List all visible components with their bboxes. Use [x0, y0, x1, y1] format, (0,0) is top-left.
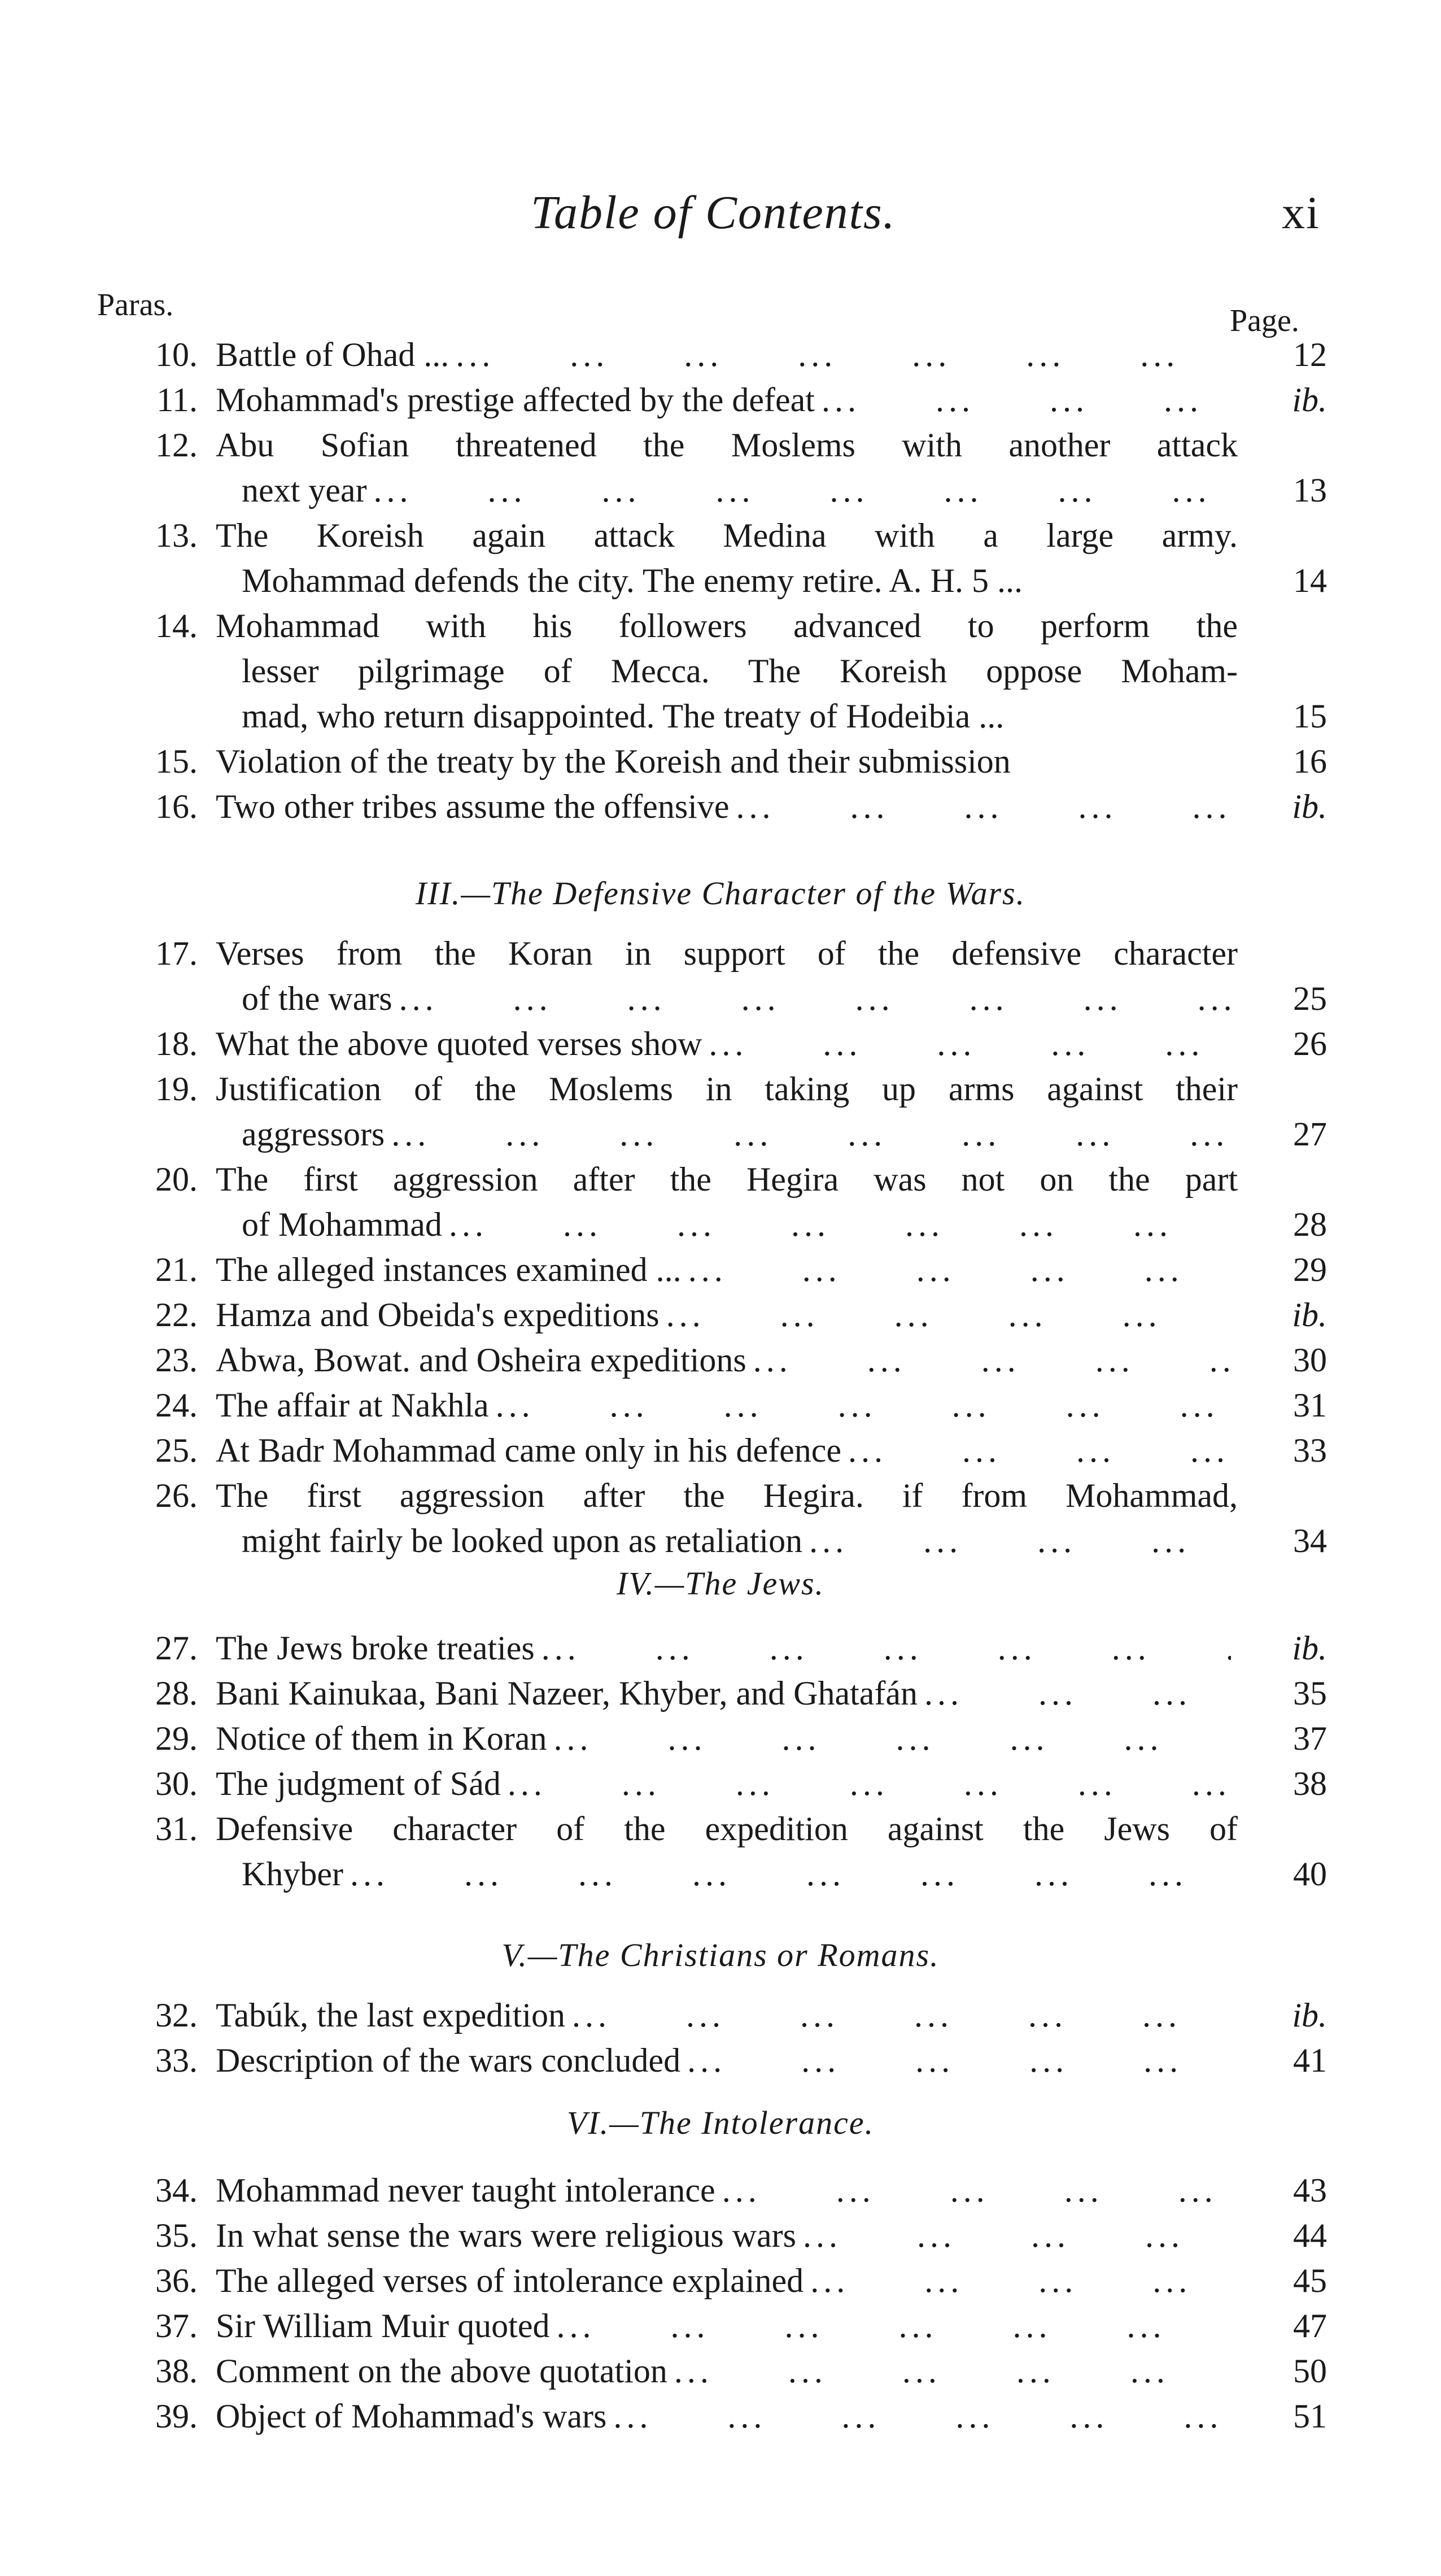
page-ref: ib. [1292, 1296, 1327, 1333]
page-ref: ib. [1292, 1997, 1327, 2034]
page-ref: 14 [1293, 562, 1327, 599]
dot-leader [391, 1112, 1231, 1157]
para-number: 29. [155, 1720, 198, 1757]
para-number: 34. [155, 2172, 198, 2209]
para-number: 36. [155, 2262, 198, 2299]
entry-text: Bani Kainukaa, Bani Nazeer, Khyber, and Ghatafán [216, 1675, 918, 1712]
para-number: 11. [156, 381, 198, 419]
para-number: 31. [155, 1810, 198, 1847]
para-number: 33. [155, 2042, 198, 2079]
dot-leader [542, 1625, 1231, 1671]
page-ref: ib. [1292, 1629, 1327, 1667]
page-ref: 38 [1293, 1765, 1327, 1802]
page-ref: 44 [1293, 2217, 1327, 2254]
entry-text: Comment on the above quotation [216, 2352, 667, 2390]
dot-leader [496, 1383, 1231, 1428]
page-ref: 31 [1293, 1387, 1327, 1424]
dot-leader [674, 2348, 1231, 2394]
page-ref: 12 [1293, 336, 1327, 373]
page-ref: ib. [1292, 381, 1327, 419]
column-headings [0, 287, 1441, 338]
page-ref: 28 [1293, 1206, 1327, 1243]
entry-text: Description of the wars concluded [216, 2042, 681, 2079]
entry-text: The alleged instances examined ... [216, 1251, 682, 1288]
para-number: 24. [155, 1387, 198, 1424]
section-heading: III.—The Defensive Character of the Wars. [415, 875, 1026, 912]
entry-text-continued: of Mohammad [242, 1206, 442, 1243]
page-ref: 15 [1293, 698, 1327, 735]
page-ref: 50 [1293, 2352, 1327, 2390]
para-number: 17. [155, 935, 198, 972]
para-number: 28. [155, 1675, 198, 1712]
para-number: 25. [155, 1432, 198, 1469]
entry-text: The affair at Nakhla [216, 1387, 489, 1424]
para-number: 32. [155, 1997, 198, 2034]
para-number: 37. [155, 2307, 198, 2344]
entry-text: Tabúk, the last expedition [216, 1997, 565, 2034]
paras-column-label: Paras. [97, 287, 174, 322]
para-number: 15. [155, 743, 198, 780]
dot-leader [449, 1202, 1231, 1247]
running-head [0, 180, 1441, 247]
entry-text: Sir William Muir quoted [216, 2307, 550, 2344]
dot-leader [572, 1993, 1231, 2038]
para-number: 35. [155, 2217, 198, 2254]
para-number: 23. [155, 1341, 198, 1379]
dot-leader [456, 332, 1231, 377]
page-ref: 41 [1293, 2042, 1327, 2079]
page-ref: 16 [1293, 743, 1327, 780]
page-ref: 40 [1293, 1855, 1327, 1893]
para-number: 26. [155, 1477, 198, 1514]
entry-text: Mohammad's prestige affected by the defeat [216, 381, 815, 419]
dot-leader [822, 377, 1231, 422]
para-number: 13. [155, 517, 198, 554]
entry-text-continued: mad, who return disappointed. The treaty of Hodeibia ... [242, 698, 1005, 735]
section-heading: V.—The Christians or Romans. [501, 1937, 940, 1973]
entry-text-continued: Mohammad defends the city. The enemy retire. A. H. 5 ... [242, 562, 1023, 599]
para-number: 12. [155, 426, 198, 464]
dot-leader [709, 1021, 1231, 1066]
entry-text: Mohammad never taught intolerance [216, 2172, 715, 2209]
entry-text: Violation of the treaty by the Koreish and their submission [216, 743, 1011, 780]
dot-leader [350, 1851, 1231, 1897]
page-ref: 33 [1293, 1432, 1327, 1469]
entry-text: In what sense the wars were religious wars [216, 2217, 796, 2254]
dot-leader [556, 2303, 1231, 2348]
para-number: 14. [155, 607, 198, 644]
entry-text: Hamza and Obeida's expeditions [216, 1296, 660, 1333]
dot-leader [666, 1292, 1231, 1337]
entry-text: Abwa, Bowat. and Osheira expeditions [216, 1341, 746, 1379]
entry-text-continued: aggressors [242, 1115, 385, 1153]
dot-leader [736, 784, 1231, 829]
para-number: 39. [155, 2398, 198, 2435]
dot-leader [399, 976, 1231, 1021]
dot-leader [848, 1428, 1231, 1473]
page-ref: 13 [1293, 472, 1327, 509]
dot-leader [809, 1518, 1231, 1563]
page-ref: 43 [1293, 2172, 1327, 2209]
dot-leader [924, 1671, 1231, 1716]
para-number: 19. [155, 1070, 198, 1108]
entry-text-continued: lesser pilgrimage of Mecca. The Koreish oppose Moham- [242, 652, 1238, 690]
dot-leader [613, 2394, 1231, 2439]
page-ref: 27 [1293, 1115, 1327, 1153]
dot-leader [374, 468, 1231, 513]
section-heading: VI.—The Intolerance. [566, 2104, 875, 2141]
entry-text: The Jews broke treaties [216, 1629, 535, 1667]
page-ref: 45 [1293, 2262, 1327, 2299]
dot-leader [688, 1247, 1231, 1292]
entry-text: Notice of them in Koran [216, 1720, 547, 1757]
running-title: Table of Contents. [531, 186, 896, 239]
page-column-label: Page. [1230, 303, 1299, 338]
page-numeral: xi [1282, 187, 1320, 238]
dot-leader [508, 1761, 1231, 1806]
entry-text: Battle of Ohad ... [216, 336, 449, 373]
page-ref: 35 [1293, 1675, 1327, 1712]
para-number: 21. [155, 1251, 198, 1288]
page-ref: 25 [1293, 980, 1327, 1017]
para-number: 38. [155, 2352, 198, 2390]
page-ref: 51 [1293, 2398, 1327, 2435]
entry-text: Two other tribes assume the offensive [216, 788, 730, 825]
page-ref: 47 [1293, 2307, 1327, 2344]
dot-leader [753, 1337, 1231, 1383]
entry-text: At Badr Mohammad came only in his defence [216, 1432, 842, 1469]
entry-text-continued: of the wars [242, 980, 392, 1017]
dot-leader [810, 2258, 1231, 2303]
entry-text: Abu Sofian threatened the Moslems with another attack [216, 426, 1238, 464]
page-ref: 26 [1293, 1025, 1327, 1062]
entry-text: The Koreish again attack Medina with a large army. [216, 517, 1238, 554]
dot-leader [803, 2213, 1231, 2258]
entry-text-continued: next year [242, 472, 367, 509]
entry-text-continued: might fairly be looked upon as retaliation [242, 1522, 803, 1559]
entry-text: The first aggression after the Hegira. if from Mohammad, [216, 1477, 1238, 1514]
dot-leader [554, 1716, 1232, 1761]
para-number: 18. [155, 1025, 198, 1062]
entry-text: Verses from the Koran in support of the defensive character [216, 935, 1238, 972]
page-ref: 34 [1293, 1522, 1327, 1559]
page-ref: 29 [1293, 1251, 1327, 1288]
page-ref: 37 [1293, 1720, 1327, 1757]
para-number: 20. [155, 1161, 198, 1198]
entry-text: What the above quoted verses show [216, 1025, 702, 1062]
para-number: 22. [155, 1296, 198, 1333]
dot-leader [722, 2168, 1231, 2213]
para-number: 16. [155, 788, 198, 825]
entry-text: The alleged verses of intolerance explained [216, 2262, 804, 2299]
dot-leader [687, 2038, 1231, 2083]
page-ref: 30 [1293, 1341, 1327, 1379]
page-ref: ib. [1292, 788, 1327, 825]
entry-text: Defensive character of the expedition against the Jews of [216, 1810, 1238, 1847]
para-number: 27. [155, 1629, 198, 1667]
para-number: 10. [155, 336, 198, 373]
entry-text: The judgment of Sád [216, 1765, 501, 1802]
para-number: 30. [155, 1765, 198, 1802]
entry-text: Object of Mohammad's wars [216, 2398, 607, 2435]
entry-text: Mohammad with his followers advanced to perform the [216, 607, 1238, 644]
entry-text: Justification of the Moslems in taking up arms against their [216, 1070, 1238, 1108]
entry-text-continued: Khyber [242, 1855, 343, 1893]
entry-text: The first aggression after the Hegira was not on the part [216, 1161, 1238, 1198]
section-heading: IV.—The Jews. [616, 1565, 825, 1602]
